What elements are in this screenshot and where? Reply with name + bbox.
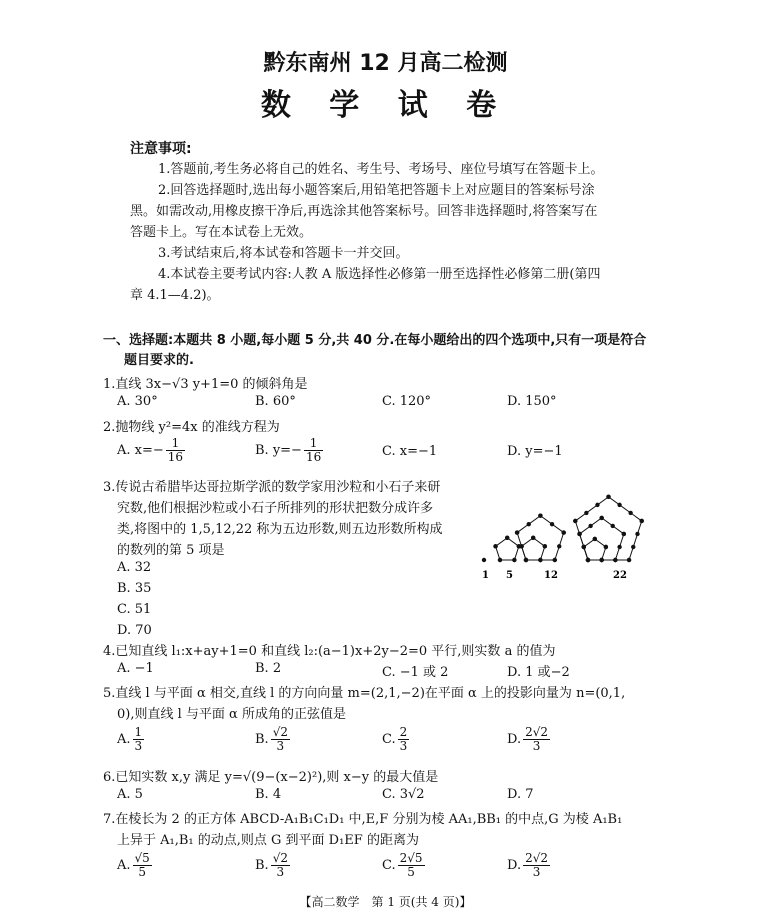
pentagon-dot (561, 530, 565, 534)
q3-option-a: A. 32 (117, 560, 152, 575)
q1-option-d: D. 150° (507, 394, 557, 409)
pentagon-dot (577, 532, 581, 536)
exam-subtitle: 数 学 试 卷 (260, 88, 511, 123)
q3-option-b: B. 35 (117, 581, 152, 596)
question-5-line-2: 0),则直线 l 与平面 α 所成角的正弦值是 (117, 707, 346, 722)
q7-option-a: A. $\frac{√5}{5}$ (117, 851, 150, 879)
notice-line-1: 1.答题前,考生务必将自己的姓名、考生号、考场号、座位号填写在答题卡上。 (158, 162, 604, 177)
notice-line-4: 答题卡上。写在本试卷上无效。 (130, 225, 313, 240)
pentagon-dot (584, 511, 588, 515)
pentagon-outline (575, 497, 641, 560)
q5-option-b: B. $\frac{√2}{3}$ (255, 725, 288, 753)
question-1: 1.直线 3x−√3 y+1=0 的倾斜角是 (103, 377, 308, 392)
pentagon-dot (613, 558, 617, 562)
q5-option-d: D. $\frac{2√2}{3}$ (507, 725, 549, 753)
pentagon-dot (617, 503, 621, 507)
notice-line-2: 2.回答选择题时,选出每小题答案后,用铅笔把答题卡上对应题目的答案标号涂 (158, 183, 595, 198)
pentagon-dot (515, 530, 519, 534)
q2-option-d: D. y=−1 (507, 444, 563, 459)
figure-label-1: 1 (482, 570, 489, 581)
pentagon-dot (588, 524, 592, 528)
pentagon-dot (538, 513, 542, 517)
pentagon-dot (493, 544, 497, 548)
question-2: 2.抛物线 y²=4x 的准线方程为 (103, 420, 280, 435)
figure-label-22: 22 (613, 570, 627, 581)
q2-option-b: B. y=− $\frac{1}{16}$ (255, 436, 322, 464)
pentagon-dot (543, 544, 547, 548)
figure-label-5: 5 (506, 570, 513, 581)
notice-line-6: 4.本试卷主要考试内容:人教 A 版选择性必修第一册至选择性必修第二册(第四 (158, 267, 601, 282)
pentagon-dot (586, 558, 590, 562)
q1-option-c: C. 120° (382, 394, 432, 409)
pentagon-dot (622, 532, 626, 536)
pentagon-dot (628, 511, 632, 515)
q5-option-a: A. $\frac{1}{3}$ (117, 725, 143, 753)
q4-option-d: D. 1 或−2 (507, 665, 570, 680)
pentagon-dot (505, 536, 509, 540)
pentagon-dot (604, 545, 608, 549)
pentagon-dot (595, 503, 599, 507)
pentagon-dot (631, 545, 635, 549)
pentagon-dot (531, 536, 535, 540)
q4-option-b: B. 2 (255, 661, 282, 676)
notice-heading: 注意事项: (130, 141, 192, 157)
q7-option-b: B. $\frac{√2}{3}$ (255, 851, 288, 879)
q5-option-c: C. $\frac{2}{3}$ (382, 725, 408, 753)
q6-option-a: A. 5 (117, 787, 143, 802)
pentagon-dot (550, 522, 554, 526)
question-6: 6.已知实数 x,y 满足 y=√(9−(x−2)²),则 x−y 的最大值是 (103, 770, 439, 785)
question-7-line-1: 7.在棱长为 2 的正方体 ABCD-A₁B₁C₁D₁ 中,E,F 分别为棱 AA₁,BB₁ 的中点,G 为棱 A₁B₁ (103, 812, 623, 827)
pentagon-dot (606, 495, 610, 499)
exam-title: 黔东南州 12 月高二检测 (263, 51, 508, 76)
q3-option-d: D. 70 (117, 623, 152, 638)
question-5-line-1: 5.直线 l 与平面 α 相交,直线 l 的方向向量 m=(2,1,−2)在平面 α 上的投影向量为 n=(0,1, (103, 686, 626, 701)
q4-option-c: C. −1 或 2 (382, 665, 449, 680)
q6-option-d: D. 7 (507, 787, 534, 802)
q1-option-b: B. 60° (255, 394, 296, 409)
q7-option-c: C. $\frac{2√5}{5}$ (382, 851, 423, 879)
pentagon-outline (517, 516, 564, 560)
pentagon-dot (617, 545, 621, 549)
question-4: 4.已知直线 l₁:x+ay+1=0 和直线 l₂:(a−1)x+2y−2=0 平行,则实数 a 的值为 (103, 644, 556, 659)
q3-option-c: C. 51 (117, 602, 152, 617)
q2-option-c: C. x=−1 (382, 444, 438, 459)
notice-line-7: 章 4.1—4.2)。 (130, 288, 220, 303)
pentagon-dot (524, 558, 528, 562)
pentagon-dot (635, 532, 639, 536)
pentagon-dot (519, 544, 523, 548)
pentagon-outline (496, 538, 519, 560)
pentagon-dot (640, 519, 644, 523)
pentagon-dot (553, 558, 557, 562)
notice-line-3: 黑。如需改动,用橡皮擦干净后,再选涂其他答案标号。回答非选择题时,将答案写在 (130, 204, 598, 219)
q6-option-b: B. 4 (255, 787, 282, 802)
q2-option-a: A. x=− $\frac{1}{16}$ (117, 436, 184, 464)
page-footer: 【高二数学 第 1 页(共 4 页)】 (299, 895, 472, 909)
q1-option-a: A. 30° (117, 394, 158, 409)
notice-line-5: 3.考试结束后,将本试卷和答题卡一并交回。 (158, 246, 409, 261)
figure-label-12: 12 (544, 570, 558, 581)
pentagon-dot (627, 558, 631, 562)
pentagon-dot (557, 544, 561, 548)
question-3-line-3: 类,将图中的 1,5,12,22 称为五边形数,则五边形数所构成 (117, 522, 443, 537)
question-3-line-1: 3.传说古希腊毕达哥拉斯学派的数学家用沙粒和小石子来研 (103, 480, 441, 495)
q7-option-d: D. $\frac{2√2}{3}$ (507, 851, 549, 879)
pentagon-dot (573, 519, 577, 523)
pentagon-dot (527, 522, 531, 526)
q4-option-a: A. −1 (117, 661, 154, 676)
pentagon-dot (482, 558, 486, 562)
q6-option-c: C. 3√2 (382, 787, 425, 802)
pentagon-dot (599, 516, 603, 520)
question-3-line-4: 的数列的第 5 项是 (117, 543, 225, 558)
pentagon-dot (498, 558, 502, 562)
pentagon-dot (512, 558, 516, 562)
question-7-line-2: 上异于 A₁,B₁ 的动点,则点 G 到平面 D₁EF 的距离为 (117, 833, 419, 848)
pentagon-dot (538, 558, 542, 562)
pentagon-dot (611, 524, 615, 528)
question-3-line-2: 究数,他们根据沙粒或小石子所排列的形状把数分成许多 (117, 501, 434, 516)
pentagon-dot (582, 545, 586, 549)
section-heading: 一、选择题:本题共 8 小题,每小题 5 分,共 40 分.在每小题给出的四个选项中,只有一项是符合 (103, 333, 647, 348)
section-heading-cont: 题目要求的. (124, 353, 194, 368)
pentagon-dot (599, 558, 603, 562)
pentagon-dot (593, 537, 597, 541)
pentagonal-numbers-figure (470, 470, 670, 585)
